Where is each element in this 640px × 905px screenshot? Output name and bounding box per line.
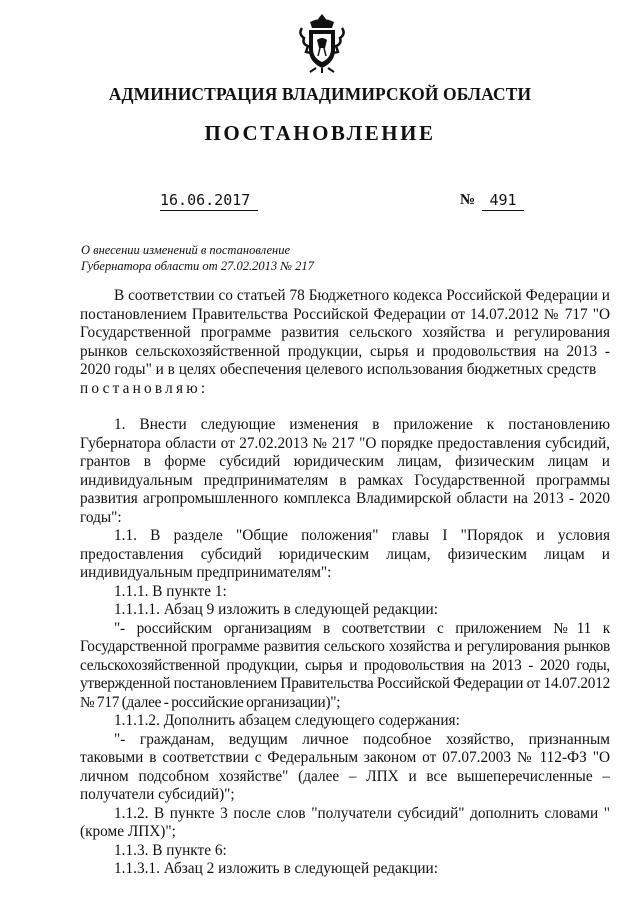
resolve-word: постановляю: (80, 379, 209, 397)
subject-line: Губернатора области от 27.02.2013 № 217 (81, 259, 314, 273)
paragraph-1-1-3: 1.1.3. В пункте 6: (114, 841, 227, 859)
quote-paragraph-2: "- гражданам, ведущим личное подсобное хозяйство, признанным таковыми в соответствии с Федеральным законом от 07.07.2003 № 112-ФЗ "О личном подсобном хозяйстве" (далее – ЛПХ и все вышеперечисленные – получатели субсидий)"; (80, 730, 610, 803)
paragraph-1-1-2: 1.1.2. В пункте 3 после слов "получатели субсидий" дополнить словами "(кроме ЛПХ)"; (80, 804, 610, 840)
document-type-title: ПОСТАНОВЛЕНИЕ (204, 121, 436, 145)
paragraph-1-1-1-1: 1.1.1.1. Абзац 9 изложить в следующей редакции: (114, 601, 438, 618)
paragraph-1: 1. Внести следующие изменения в приложение к постановлению Губернатора области от 27.02.2013 № 217 "О порядке предоставления субсидий, грантов в форме субсидий юридическим лицам, физическим лицам и индивидуальным предпринимателям в рамках Государственной программы развития агропромышленного комплекса Владимирской области на 2013 - 2020 годы": (80, 416, 610, 526)
subject-line: О внесении изменений в постановление (81, 243, 291, 257)
document-date: 16.06.2017 (160, 191, 258, 211)
document-subject (81, 242, 314, 274)
paragraph-1-1-1: 1.1.1. В пункте 1: (114, 582, 227, 600)
paragraph-1-1: 1.1. В разделе "Общие положения" главы I "Порядок и условия предоставления субсидий юридическим лицам, физическим лицам и индивидуальным предпринимателям": (80, 527, 610, 581)
number-label: № (460, 192, 476, 208)
paragraph-1-1-1-2: 1.1.1.2. Дополнить абзацем следующего содержания: (114, 712, 460, 729)
coat-of-arms-emblem (296, 12, 348, 74)
preamble-paragraph: В соответствии со статьей 78 Бюджетного кодекса Российской Федерации и постановлением Правительства Российской Федерации от 14.07.2012 № 717 "О Государственной программе развития сельского хозяйства и регулирования рынков сельскохозяйственной продукции, сырья и продовольствия на 2013 - 2020 годы" и в целях обеспечения целевого использования бюджетных средств (80, 287, 610, 378)
quote-paragraph-1: "- российским организациям в соответствии с приложением №11 к Государственной программе развития сельского хозяйства и регулирования рынков сельскохозяйственной продукции, сырья и продовольствия на 2013 - 2020 годы, утвержденной постановлением Правительства Российской Федерации от 14.07.2012 № 717 (далее - российские организации)"; (80, 619, 610, 711)
paragraph-1-1-3-1: 1.1.3.1. Абзац 2 изложить в следующей редакции: (114, 860, 438, 877)
document-number: 491 (482, 191, 524, 211)
document-body (80, 287, 610, 879)
organization-name: АДМИНИСТРАЦИЯ ВЛАДИМИРСКОЙ ОБЛАСТИ (108, 84, 532, 104)
